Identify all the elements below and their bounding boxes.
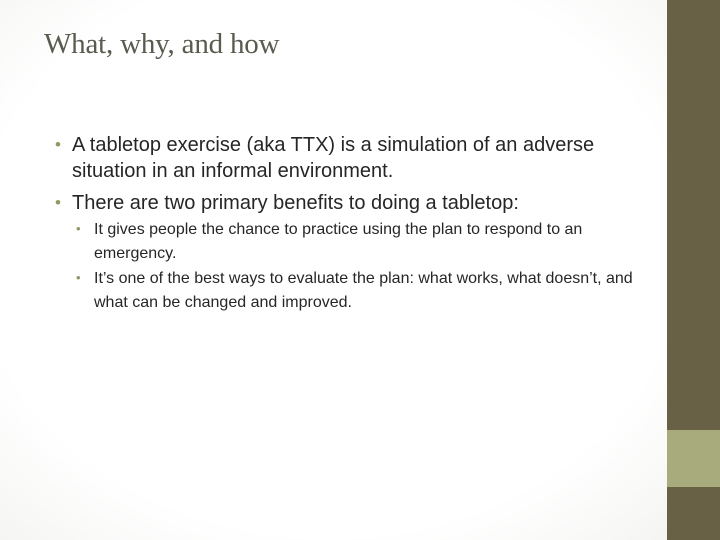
sub-bullet-list <box>75 218 652 315</box>
slide-title: What, why, and how <box>44 28 280 60</box>
bullet-icon: • <box>55 193 61 212</box>
bullet-text: There are two primary benefits to doing a tabletop: <box>72 192 519 214</box>
sidebar-decoration <box>667 0 720 430</box>
sidebar-accent-block <box>667 430 720 487</box>
sub-bullet-icon: • <box>76 270 81 285</box>
bullet-item <box>52 190 652 315</box>
bullet-list <box>52 132 652 321</box>
sub-bullet-text: It gives people the chance to practice using the plan to respond to an emergency. <box>94 221 583 262</box>
sub-bullet-item <box>75 267 652 315</box>
sub-bullet-icon: • <box>76 221 81 236</box>
sub-bullet-item <box>75 218 652 266</box>
sub-bullet-text: It’s one of the best ways to evaluate the plan: what works, what doesn’t, and what can be changed and improved. <box>94 270 633 311</box>
bullet-item <box>52 132 652 184</box>
bullet-text: A tabletop exercise (aka TTX) is a simulation of an adverse situation in an informal environment. <box>72 134 595 182</box>
bullet-icon: • <box>55 135 61 154</box>
sidebar-tail-block <box>667 487 720 540</box>
